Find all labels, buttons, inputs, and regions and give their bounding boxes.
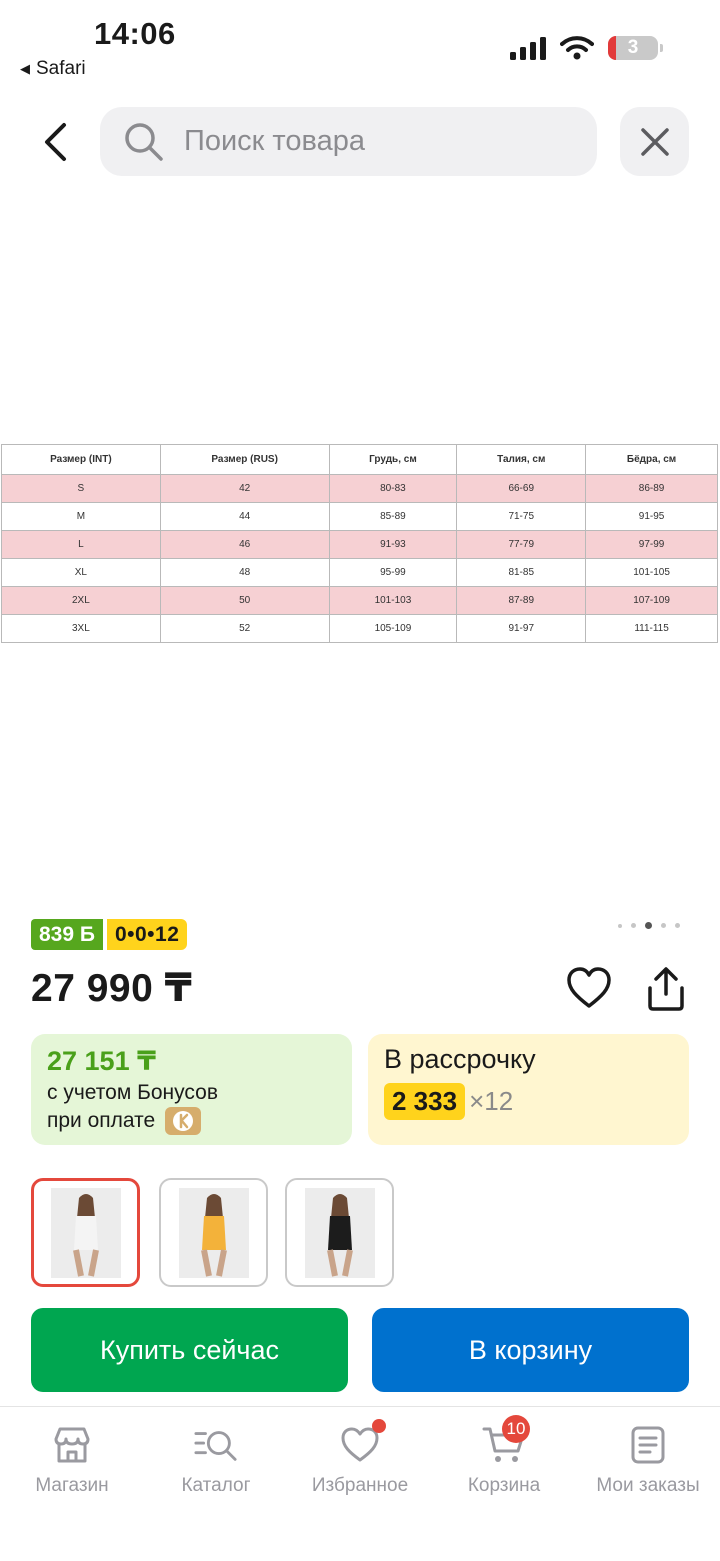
signal-icon <box>510 36 546 60</box>
share-icon <box>644 966 688 1012</box>
search-icon <box>124 122 164 162</box>
payment-note: при оплате <box>47 1109 156 1132</box>
table-cell: 107-109 <box>586 587 718 615</box>
close-button[interactable] <box>620 107 689 176</box>
search-bar[interactable] <box>100 107 597 176</box>
table-header: Бёдра, см <box>586 445 718 475</box>
table-row <box>2 615 718 643</box>
bonus-price-card[interactable] <box>31 1034 352 1145</box>
table-cell: 42 <box>160 475 329 503</box>
back-button[interactable] <box>30 114 80 170</box>
gallery-pagination <box>618 922 680 929</box>
bottom-tab-bar <box>0 1406 720 1561</box>
table-cell: 52 <box>160 615 329 643</box>
chevron-left-icon <box>42 122 68 162</box>
table-cell: 71-75 <box>457 503 586 531</box>
table-cell: XL <box>2 559 161 587</box>
table-cell: 101-105 <box>586 559 718 587</box>
buy-now-button[interactable]: Купить сейчас <box>31 1308 348 1392</box>
battery-indicator <box>608 36 658 60</box>
tab-catalog[interactable] <box>144 1407 288 1561</box>
orders-document-icon <box>626 1423 670 1467</box>
tab-label: Избранное <box>311 1475 409 1496</box>
catalog-search-icon <box>194 1423 238 1467</box>
table-cell: 44 <box>160 503 329 531</box>
battery-level: 3 <box>627 37 639 58</box>
share-button[interactable] <box>644 966 688 1012</box>
installment-card[interactable] <box>368 1034 689 1145</box>
tab-label: Мои заказы <box>596 1475 700 1496</box>
tab-cart[interactable] <box>432 1407 576 1561</box>
back-triangle-icon: ◀ <box>20 61 30 76</box>
promo-badges <box>31 919 187 950</box>
cart-count-badge: 10 <box>502 1415 530 1443</box>
store-icon <box>50 1423 94 1467</box>
table-cell: 85-89 <box>329 503 457 531</box>
installment-title: В рассрочку <box>384 1044 536 1074</box>
table-header: Талия, см <box>457 445 586 475</box>
table-cell: M <box>2 503 161 531</box>
search-input[interactable] <box>184 125 564 158</box>
favorite-button[interactable] <box>566 966 612 1010</box>
pagination-dot <box>661 923 666 928</box>
installment-badge: 0•0•12 <box>107 919 187 950</box>
table-cell: 101-103 <box>329 587 457 615</box>
tab-orders[interactable] <box>576 1407 720 1561</box>
pagination-dot-active <box>645 922 652 929</box>
variant-thumbnail-black[interactable] <box>285 1178 394 1287</box>
favorites-notification-dot <box>372 1419 386 1433</box>
table-cell: 46 <box>160 531 329 559</box>
table-cell: 111-115 <box>586 615 718 643</box>
variant-photo-black <box>305 1188 375 1278</box>
size-chart-table[interactable] <box>1 444 718 643</box>
table-header: Размер (INT) <box>2 445 161 475</box>
table-cell: 48 <box>160 559 329 587</box>
table-cell: 80-83 <box>329 475 457 503</box>
table-cell: 91-95 <box>586 503 718 531</box>
swimsuit-white <box>74 1216 98 1250</box>
variant-thumbnail-yellow[interactable] <box>159 1178 268 1287</box>
table-row <box>2 475 718 503</box>
table-cell: 87-89 <box>457 587 586 615</box>
table-cell: 86-89 <box>586 475 718 503</box>
table-cell: 91-97 <box>457 615 586 643</box>
status-icons <box>510 36 658 60</box>
pagination-dot <box>631 923 636 928</box>
add-to-cart-button[interactable]: В корзину <box>372 1308 689 1392</box>
table-cell: 81-85 <box>457 559 586 587</box>
variant-thumbnail-white[interactable] <box>31 1178 140 1287</box>
tab-label: Каталог <box>181 1475 251 1496</box>
swimsuit-black <box>328 1216 352 1250</box>
installment-months: ×12 <box>469 1086 514 1116</box>
kaspi-logo-icon <box>165 1107 201 1135</box>
heart-icon <box>566 966 612 1010</box>
tab-shop[interactable] <box>0 1407 144 1561</box>
table-cell: 97-99 <box>586 531 718 559</box>
pagination-dot <box>675 923 680 928</box>
tab-label: Магазин <box>35 1475 109 1496</box>
table-cell: 50 <box>160 587 329 615</box>
table-header: Размер (RUS) <box>160 445 329 475</box>
tab-label: Корзина <box>467 1475 541 1496</box>
table-cell: S <box>2 475 161 503</box>
table-row <box>2 587 718 615</box>
close-icon <box>640 127 670 157</box>
bonus-badge: 839 Б <box>31 919 103 950</box>
variant-photo-yellow <box>179 1188 249 1278</box>
table-row <box>2 531 718 559</box>
table-row <box>2 503 718 531</box>
back-to-app-link[interactable] <box>20 58 86 80</box>
installment-monthly: 2 333 <box>384 1083 465 1120</box>
table-header-row <box>2 445 718 475</box>
table-row <box>2 559 718 587</box>
table-cell: 2XL <box>2 587 161 615</box>
bonus-price: 27 151 ₸ <box>47 1046 156 1076</box>
table-cell: 91-93 <box>329 531 457 559</box>
table-header: Грудь, см <box>329 445 457 475</box>
back-app-label: Safari <box>36 58 86 79</box>
swimsuit-yellow <box>202 1216 226 1250</box>
table-cell: L <box>2 531 161 559</box>
status-time: 14:06 <box>94 16 176 51</box>
table-cell: 77-79 <box>457 531 586 559</box>
tab-favorites[interactable] <box>288 1407 432 1561</box>
table-cell: 105-109 <box>329 615 457 643</box>
pagination-dot <box>618 924 622 928</box>
table-cell: 3XL <box>2 615 161 643</box>
product-price: 27 990 ₸ <box>31 967 193 1010</box>
wifi-icon <box>560 36 594 60</box>
variant-photo-white <box>51 1188 121 1278</box>
bonus-note: с учетом Бонусов <box>47 1081 218 1104</box>
table-cell: 66-69 <box>457 475 586 503</box>
table-cell: 95-99 <box>329 559 457 587</box>
